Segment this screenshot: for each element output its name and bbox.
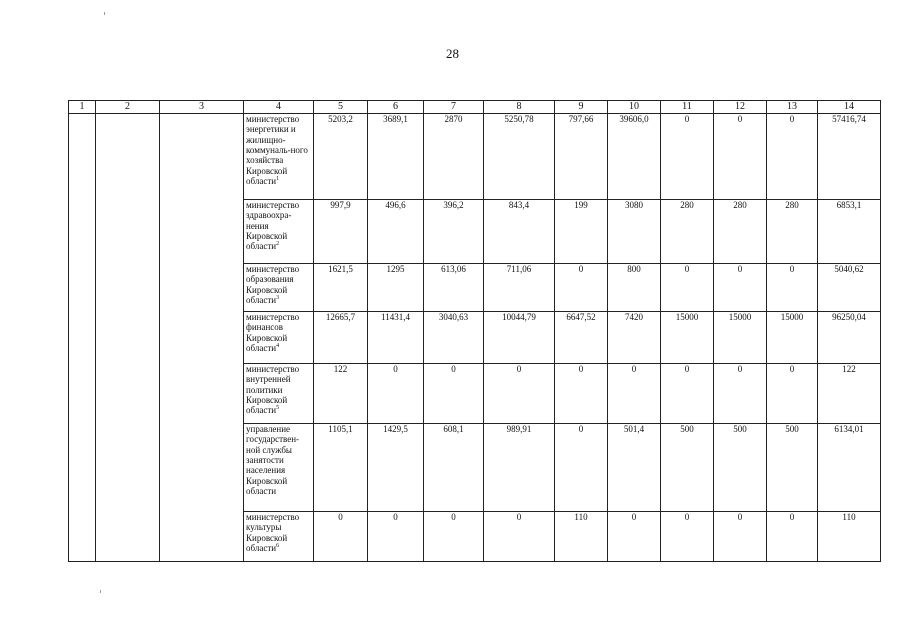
value-cell-col-8: 843,4 bbox=[484, 200, 555, 264]
organization-cell bbox=[244, 312, 314, 364]
value-cell-col-7: 0 bbox=[424, 364, 484, 424]
value-cell-col-7: 2870 bbox=[424, 114, 484, 200]
footnote-marker: 3 bbox=[276, 295, 280, 302]
value-cell-col-8: 10044,79 bbox=[484, 312, 555, 364]
value-cell-col-13: 0 bbox=[767, 364, 818, 424]
value-cell-col-9: 0 bbox=[555, 364, 608, 424]
organization-name: министерство здравоохра-нения Кировской области bbox=[246, 200, 300, 252]
col-3-cell bbox=[160, 114, 244, 562]
value-cell-col-9: 199 bbox=[555, 200, 608, 264]
column-header: 7 bbox=[424, 101, 484, 114]
footnote-marker: 6 bbox=[276, 543, 280, 550]
column-header: 4 bbox=[244, 101, 314, 114]
value-cell-col-12: 0 bbox=[714, 512, 767, 562]
value-cell-col-12: 280 bbox=[714, 200, 767, 264]
value-cell-col-5: 1621,5 bbox=[314, 264, 368, 312]
footnote-marker: 1 bbox=[276, 176, 280, 183]
value-cell-col-13: 280 bbox=[767, 200, 818, 264]
value-cell-col-6: 0 bbox=[368, 512, 424, 562]
value-cell-col-13: 0 bbox=[767, 114, 818, 200]
value-cell-col-12: 500 bbox=[714, 424, 767, 512]
value-cell-col-9: 110 bbox=[555, 512, 608, 562]
value-cell-col-8: 989,91 bbox=[484, 424, 555, 512]
value-cell-col-5: 5203,2 bbox=[314, 114, 368, 200]
value-cell-col-11: 15000 bbox=[661, 312, 714, 364]
value-cell-col-11: 0 bbox=[661, 114, 714, 200]
column-header: 11 bbox=[661, 101, 714, 114]
value-cell-col-6: 0 bbox=[368, 364, 424, 424]
value-cell-col-12: 15000 bbox=[714, 312, 767, 364]
value-cell-col-14: 57416,74 bbox=[818, 114, 881, 200]
value-cell-col-13: 15000 bbox=[767, 312, 818, 364]
column-header: 12 bbox=[714, 101, 767, 114]
column-header: 3 bbox=[160, 101, 244, 114]
value-cell-col-8: 0 bbox=[484, 364, 555, 424]
organization-cell bbox=[244, 200, 314, 264]
column-header: 8 bbox=[484, 101, 555, 114]
value-cell-col-7: 396,2 bbox=[424, 200, 484, 264]
value-cell-col-9: 6647,52 bbox=[555, 312, 608, 364]
scan-speck bbox=[100, 590, 101, 593]
value-cell-col-12: 0 bbox=[714, 114, 767, 200]
value-cell-col-6: 1295 bbox=[368, 264, 424, 312]
value-cell-col-14: 6853,1 bbox=[818, 200, 881, 264]
organization-name: министерство энергетики и жилищно-коммуналь-ного хозяйства Кировской области bbox=[246, 114, 308, 187]
value-cell-col-11: 280 bbox=[661, 200, 714, 264]
value-cell-col-13: 500 bbox=[767, 424, 818, 512]
footnote-marker: 5 bbox=[276, 405, 280, 412]
value-cell-col-6: 496,6 bbox=[368, 200, 424, 264]
page-number: 28 bbox=[446, 46, 459, 61]
value-cell-col-10: 3080 bbox=[608, 200, 661, 264]
value-cell-col-10: 800 bbox=[608, 264, 661, 312]
value-cell-col-10: 0 bbox=[608, 512, 661, 562]
value-cell-col-7: 0 bbox=[424, 512, 484, 562]
value-cell-col-9: 0 bbox=[555, 424, 608, 512]
column-header: 10 bbox=[608, 101, 661, 114]
organization-cell bbox=[244, 114, 314, 200]
organization-name: управление государствен-ной службы занятости населения Кировской области bbox=[246, 424, 300, 497]
col-2-cell bbox=[96, 114, 160, 562]
scan-speck bbox=[104, 12, 105, 15]
value-cell-col-8: 5250,78 bbox=[484, 114, 555, 200]
value-cell-col-14: 122 bbox=[818, 364, 881, 424]
organization-cell bbox=[244, 512, 314, 562]
organization-name: министерство культуры Кировской области bbox=[246, 512, 300, 554]
value-cell-col-7: 3040,63 bbox=[424, 312, 484, 364]
value-cell-col-8: 711,06 bbox=[484, 264, 555, 312]
footnote-marker: 2 bbox=[276, 241, 280, 248]
organization-cell bbox=[244, 424, 314, 512]
organization-name: министерство финансов Кировской области bbox=[246, 312, 300, 354]
value-cell-col-14: 96250,04 bbox=[818, 312, 881, 364]
value-cell-col-11: 500 bbox=[661, 424, 714, 512]
value-cell-col-5: 997,9 bbox=[314, 200, 368, 264]
value-cell-col-5: 1105,1 bbox=[314, 424, 368, 512]
value-cell-col-11: 0 bbox=[661, 264, 714, 312]
value-cell-col-6: 11431,4 bbox=[368, 312, 424, 364]
value-cell-col-11: 0 bbox=[661, 512, 714, 562]
value-cell-col-5: 0 bbox=[314, 512, 368, 562]
value-cell-col-8: 0 bbox=[484, 512, 555, 562]
organization-name: министерство образования Кировской области bbox=[246, 264, 300, 306]
value-cell-col-10: 501,4 bbox=[608, 424, 661, 512]
value-cell-col-9: 797,66 bbox=[555, 114, 608, 200]
value-cell-col-13: 0 bbox=[767, 264, 818, 312]
value-cell-col-11: 0 bbox=[661, 364, 714, 424]
column-header: 9 bbox=[555, 101, 608, 114]
organization-cell bbox=[244, 364, 314, 424]
column-header: 5 bbox=[314, 101, 368, 114]
value-cell-col-10: 7420 bbox=[608, 312, 661, 364]
organization-name: министерство внутренней политики Кировской области bbox=[246, 364, 300, 416]
value-cell-col-14: 6134,01 bbox=[818, 424, 881, 512]
value-cell-col-6: 1429,5 bbox=[368, 424, 424, 512]
footnote-marker: 4 bbox=[276, 343, 280, 350]
value-cell-col-9: 0 bbox=[555, 264, 608, 312]
organization-cell bbox=[244, 264, 314, 312]
column-header: 13 bbox=[767, 101, 818, 114]
value-cell-col-10: 39606,0 bbox=[608, 114, 661, 200]
col-1-cell bbox=[69, 114, 96, 562]
column-header: 2 bbox=[96, 101, 160, 114]
value-cell-col-5: 122 bbox=[314, 364, 368, 424]
value-cell-col-6: 3689,1 bbox=[368, 114, 424, 200]
column-header: 6 bbox=[368, 101, 424, 114]
value-cell-col-7: 613,06 bbox=[424, 264, 484, 312]
value-cell-col-12: 0 bbox=[714, 364, 767, 424]
value-cell-col-10: 0 bbox=[608, 364, 661, 424]
table-row bbox=[69, 114, 881, 200]
value-cell-col-14: 110 bbox=[818, 512, 881, 562]
column-header: 1 bbox=[69, 101, 96, 114]
budget-table bbox=[68, 100, 881, 562]
column-header: 14 bbox=[818, 101, 881, 114]
value-cell-col-13: 0 bbox=[767, 512, 818, 562]
value-cell-col-12: 0 bbox=[714, 264, 767, 312]
value-cell-col-14: 5040,62 bbox=[818, 264, 881, 312]
value-cell-col-5: 12665,7 bbox=[314, 312, 368, 364]
value-cell-col-7: 608,1 bbox=[424, 424, 484, 512]
header-row bbox=[69, 101, 881, 114]
